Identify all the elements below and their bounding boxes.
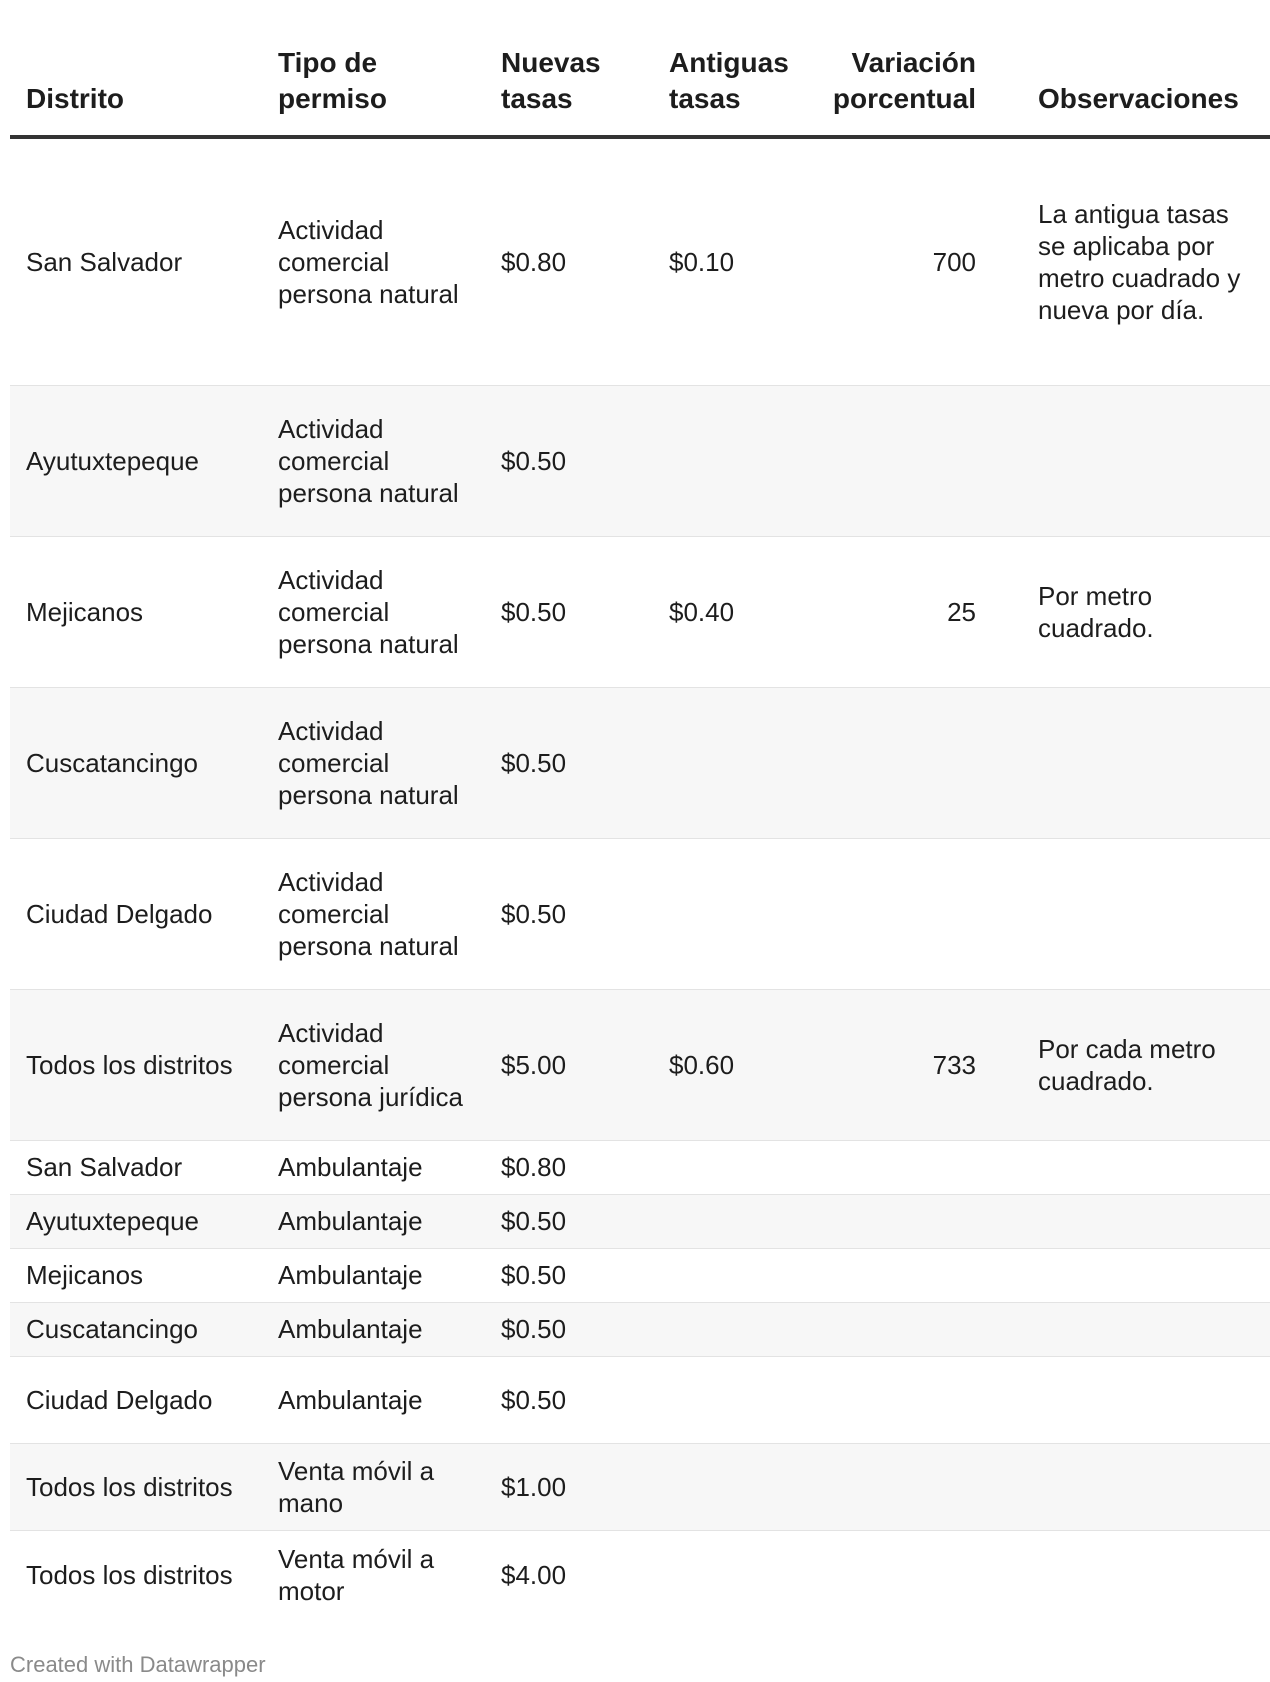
header-variacion-porcentual: Variación porcentual — [832, 47, 976, 114]
cell-tipo-permiso: Venta móvil a motor — [278, 1543, 435, 1606]
cell-nuevas-tasas: $0.80 — [501, 246, 567, 277]
table-row — [10, 1356, 1270, 1443]
cell-antiguas-tasas — [653, 385, 805, 536]
cell-tipo-permiso: Ambulantaje — [278, 1206, 423, 1236]
cell-distrito: Mejicanos — [26, 1260, 144, 1290]
cell-distrito: Mejicanos — [26, 596, 144, 627]
cell-variacion-porcentual — [805, 838, 1022, 989]
cell-observaciones: La antigua tasas se aplicaba por metro cuadrado y nueva por día. — [1038, 198, 1241, 325]
cell-observaciones — [1022, 838, 1270, 989]
cell-observaciones — [1022, 1530, 1270, 1619]
cell-nuevas-tasas: $4.00 — [501, 1559, 567, 1590]
cell-distrito: San Salvador — [26, 246, 183, 277]
table-row — [10, 1443, 1270, 1530]
cell-variacion-porcentual — [805, 1248, 1022, 1302]
table-row — [10, 1302, 1270, 1356]
cell-distrito: Cuscatancingo — [26, 1314, 198, 1344]
cell-variacion-porcentual — [805, 385, 1022, 536]
header-antiguas-tasas: Antiguas tasas — [669, 47, 789, 114]
cell-observaciones: Por cada metro cuadrado. — [1038, 1033, 1216, 1096]
cell-nuevas-tasas: $0.50 — [501, 596, 567, 627]
cell-nuevas-tasas: $0.50 — [501, 1206, 567, 1236]
cell-distrito: Ciudad Delgado — [26, 898, 213, 929]
table-row — [10, 137, 1270, 385]
cell-nuevas-tasas: $0.50 — [501, 747, 567, 778]
table-row — [10, 838, 1270, 989]
table-header-row — [10, 0, 1270, 137]
cell-nuevas-tasas: $0.50 — [501, 1314, 567, 1344]
cell-variacion-porcentual — [805, 1140, 1022, 1194]
cell-antiguas-tasas — [653, 1248, 805, 1302]
cell-distrito: Todos los distritos — [26, 1049, 233, 1080]
cell-variacion-porcentual: 700 — [932, 246, 976, 277]
cell-tipo-permiso: Actividad comercial persona natural — [278, 715, 459, 810]
cell-antiguas-tasas — [653, 838, 805, 989]
cell-antiguas-tasas — [653, 1530, 805, 1619]
header-observaciones: Observaciones — [1038, 83, 1239, 114]
header-tipo-permiso: Tipo de permiso — [278, 47, 387, 114]
cell-tipo-permiso: Actividad comercial persona natural — [278, 564, 459, 659]
cell-nuevas-tasas: $0.50 — [501, 1260, 567, 1290]
cell-observaciones — [1022, 385, 1270, 536]
cell-observaciones — [1022, 1194, 1270, 1248]
cell-nuevas-tasas: $5.00 — [501, 1049, 567, 1080]
cell-antiguas-tasas — [653, 1194, 805, 1248]
cell-antiguas-tasas — [653, 1356, 805, 1443]
cell-tipo-permiso: Actividad comercial persona natural — [278, 214, 459, 309]
tasas-table — [10, 0, 1270, 1619]
data-table-container — [10, 0, 1241, 1619]
table-row — [10, 1194, 1270, 1248]
cell-variacion-porcentual — [805, 1530, 1022, 1619]
cell-antiguas-tasas — [653, 1443, 805, 1530]
cell-distrito: Ayutuxtepeque — [26, 1206, 199, 1236]
cell-antiguas-tasas: $0.10 — [669, 246, 735, 277]
table-row — [10, 1530, 1270, 1619]
cell-observaciones — [1022, 1356, 1270, 1443]
cell-observaciones — [1022, 1443, 1270, 1530]
header-nuevas-tasas: Nuevas tasas — [501, 47, 601, 114]
header-distrito: Distrito — [26, 83, 124, 114]
cell-nuevas-tasas: $0.50 — [501, 898, 567, 929]
cell-antiguas-tasas — [653, 687, 805, 838]
cell-variacion-porcentual: 25 — [947, 596, 976, 627]
table-row — [10, 687, 1270, 838]
cell-observaciones — [1022, 1302, 1270, 1356]
cell-nuevas-tasas: $0.50 — [501, 1384, 567, 1415]
cell-tipo-permiso: Actividad comercial persona jurídica — [278, 1017, 463, 1112]
cell-tipo-permiso: Ambulantaje — [278, 1314, 423, 1344]
table-row — [10, 536, 1270, 687]
cell-variacion-porcentual — [805, 1443, 1022, 1530]
table-row — [10, 989, 1270, 1140]
cell-nuevas-tasas: $1.00 — [501, 1471, 567, 1502]
table-row — [10, 1248, 1270, 1302]
cell-tipo-permiso: Actividad comercial persona natural — [278, 866, 459, 961]
cell-antiguas-tasas: $0.40 — [669, 596, 735, 627]
cell-variacion-porcentual — [805, 1356, 1022, 1443]
cell-tipo-permiso: Ambulantaje — [278, 1384, 423, 1415]
cell-variacion-porcentual — [805, 687, 1022, 838]
cell-observaciones — [1022, 1248, 1270, 1302]
cell-distrito: Todos los distritos — [26, 1471, 233, 1502]
table-row — [10, 1140, 1270, 1194]
cell-tipo-permiso: Ambulantaje — [278, 1152, 423, 1182]
cell-distrito: Ciudad Delgado — [26, 1384, 213, 1415]
cell-variacion-porcentual: 733 — [932, 1049, 976, 1080]
cell-distrito: San Salvador — [26, 1152, 183, 1182]
cell-tipo-permiso: Actividad comercial persona natural — [278, 413, 459, 508]
cell-tipo-permiso: Venta móvil a mano — [278, 1455, 435, 1518]
cell-variacion-porcentual — [805, 1302, 1022, 1356]
cell-antiguas-tasas: $0.60 — [669, 1049, 735, 1080]
cell-nuevas-tasas: $0.80 — [501, 1152, 567, 1182]
datawrapper-credit: Created with Datawrapper — [10, 1652, 266, 1677]
cell-tipo-permiso: Ambulantaje — [278, 1260, 423, 1290]
cell-variacion-porcentual — [805, 1194, 1022, 1248]
table-row — [10, 385, 1270, 536]
cell-observaciones — [1022, 1140, 1270, 1194]
cell-observaciones — [1022, 687, 1270, 838]
cell-distrito: Ayutuxtepeque — [26, 445, 199, 476]
cell-observaciones: Por metro cuadrado. — [1038, 580, 1154, 643]
cell-distrito: Cuscatancingo — [26, 747, 198, 778]
cell-antiguas-tasas — [653, 1302, 805, 1356]
cell-antiguas-tasas — [653, 1140, 805, 1194]
cell-distrito: Todos los distritos — [26, 1559, 233, 1590]
cell-nuevas-tasas: $0.50 — [501, 445, 567, 476]
